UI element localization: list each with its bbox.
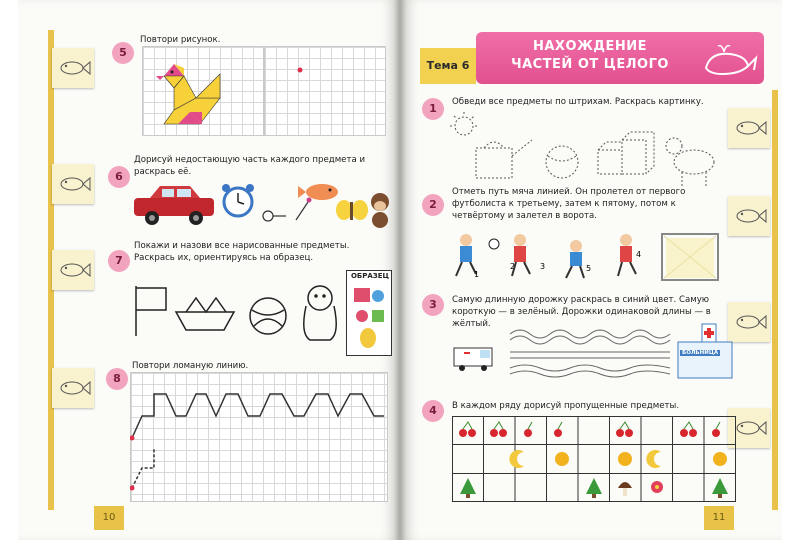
colored-sample-figures bbox=[352, 286, 386, 350]
task-text: Самую длинную дорожку раскрась в синий цвет. Самую короткую — в зелёный. Дорожки одинаковой длины — в жёлтый. bbox=[452, 295, 711, 329]
chapter-title bbox=[490, 38, 690, 74]
pin-icon bbox=[296, 198, 312, 221]
hospital-label: БОЛЬНИЦА bbox=[682, 350, 719, 356]
fish-sticker bbox=[52, 250, 94, 290]
football-player-icon bbox=[456, 234, 476, 276]
task-number: 6 bbox=[108, 166, 130, 188]
broken-line-sample bbox=[130, 372, 386, 500]
sun-icon bbox=[713, 452, 727, 466]
cherry-icon bbox=[459, 422, 476, 437]
football-player-icon bbox=[618, 234, 636, 276]
mushroom-icon bbox=[618, 482, 632, 496]
fish-icon bbox=[728, 196, 770, 236]
football-scene bbox=[450, 226, 730, 286]
task-number: 4 bbox=[422, 400, 444, 422]
drawing-grid-answer[interactable] bbox=[264, 46, 386, 136]
cherry-icon bbox=[524, 422, 532, 437]
chapter-title-line-2: ЧАСТЕЙ ОТ ЦЕЛОГО bbox=[511, 57, 669, 72]
cow-icon bbox=[666, 138, 714, 186]
fish-icon bbox=[298, 184, 338, 200]
fish-sticker bbox=[728, 108, 770, 148]
fish-sticker bbox=[52, 48, 94, 88]
task-number: 5 bbox=[112, 42, 134, 64]
tree-icon bbox=[460, 478, 476, 498]
cherry-icon bbox=[490, 422, 507, 437]
player-number: 2 bbox=[510, 262, 516, 271]
page-number: 11 bbox=[704, 506, 734, 530]
fish-icon bbox=[52, 368, 94, 408]
cherry-icon bbox=[712, 422, 720, 437]
sequence-table[interactable] bbox=[452, 416, 736, 502]
book-spine bbox=[394, 0, 406, 540]
start-dot bbox=[296, 66, 304, 74]
paper-boat-icon bbox=[176, 298, 234, 330]
ambulance-icon bbox=[454, 348, 492, 371]
sun-icon bbox=[450, 112, 478, 135]
cherry-icon bbox=[680, 422, 697, 437]
chapter-title-line-1: НАХОЖДЕНИЕ bbox=[532, 39, 648, 54]
cherry-icon bbox=[554, 422, 562, 437]
task-text: Отметь путь мяча линией. Он пролетел от первого футболиста к третьему, затем к пятому, потом к четвёртому и залетел в ворота. bbox=[452, 187, 686, 221]
task-text: Повтори рисунок. bbox=[140, 35, 221, 45]
moon-icon bbox=[509, 450, 524, 468]
task-text: Покажи и назови все нарисованные предметы. Раскрась их, ориентируясь на образец. bbox=[134, 241, 350, 263]
butterfly-icon bbox=[336, 200, 368, 220]
task-number: 3 bbox=[422, 294, 444, 316]
flag-icon bbox=[136, 286, 166, 336]
monkey-icon bbox=[371, 193, 389, 228]
task-number: 1 bbox=[422, 98, 444, 120]
dashed-objects bbox=[440, 110, 730, 190]
player-number: 3 bbox=[540, 262, 546, 271]
magnifier-icon bbox=[263, 211, 286, 221]
task-number: 7 bbox=[108, 250, 130, 272]
task-number: 8 bbox=[106, 368, 128, 390]
matryoshka-icon bbox=[304, 286, 337, 340]
task-text: Дорисуй недостающую часть каждого предмета и раскрась её. bbox=[134, 155, 366, 177]
flower-icon bbox=[651, 481, 663, 493]
tree-icon bbox=[586, 478, 602, 498]
fish-icon bbox=[52, 48, 94, 88]
incomplete-objects bbox=[130, 180, 390, 230]
sun-icon bbox=[618, 452, 632, 466]
sequence-table-grid bbox=[452, 416, 736, 502]
page-number: 10 bbox=[94, 506, 124, 530]
duck-figure bbox=[150, 54, 260, 134]
cherry-icon bbox=[616, 422, 633, 437]
sun-icon bbox=[555, 452, 569, 466]
task-text: Повтори ломаную линию. bbox=[132, 361, 249, 371]
sample-label: ОБРАЗЕЦ bbox=[350, 272, 390, 280]
ball-icon bbox=[489, 239, 499, 249]
fish-sticker bbox=[728, 196, 770, 236]
goal-icon bbox=[662, 234, 718, 280]
task-number: 2 bbox=[422, 194, 444, 216]
outline-objects bbox=[130, 276, 348, 346]
ball-icon bbox=[546, 146, 578, 178]
task-text: Обведи все предметы по штрихам. Раскрась картинку. bbox=[452, 97, 704, 107]
alarm-clock-icon bbox=[222, 184, 254, 216]
car-icon bbox=[134, 186, 214, 225]
player-number: 4 bbox=[636, 250, 642, 259]
fish-sticker bbox=[52, 164, 94, 204]
fish-icon bbox=[52, 250, 94, 290]
tree-icon bbox=[712, 478, 728, 498]
topic-label: Тема 6 bbox=[420, 48, 476, 84]
right-edge-strip bbox=[772, 90, 778, 510]
cubes-icon bbox=[598, 132, 654, 174]
player-number: 1 bbox=[474, 270, 480, 279]
fish-icon bbox=[728, 108, 770, 148]
moon-icon bbox=[646, 450, 661, 468]
whale-icon bbox=[700, 40, 758, 80]
fish-icon bbox=[52, 164, 94, 204]
fish-sticker bbox=[52, 368, 94, 408]
ball-icon bbox=[250, 298, 286, 334]
player-number: 5 bbox=[586, 264, 592, 273]
watering-can-icon bbox=[476, 140, 532, 178]
football-player-icon bbox=[566, 240, 584, 278]
task-text: В каждом ряду дорисуй пропущенные предметы. bbox=[452, 401, 680, 411]
